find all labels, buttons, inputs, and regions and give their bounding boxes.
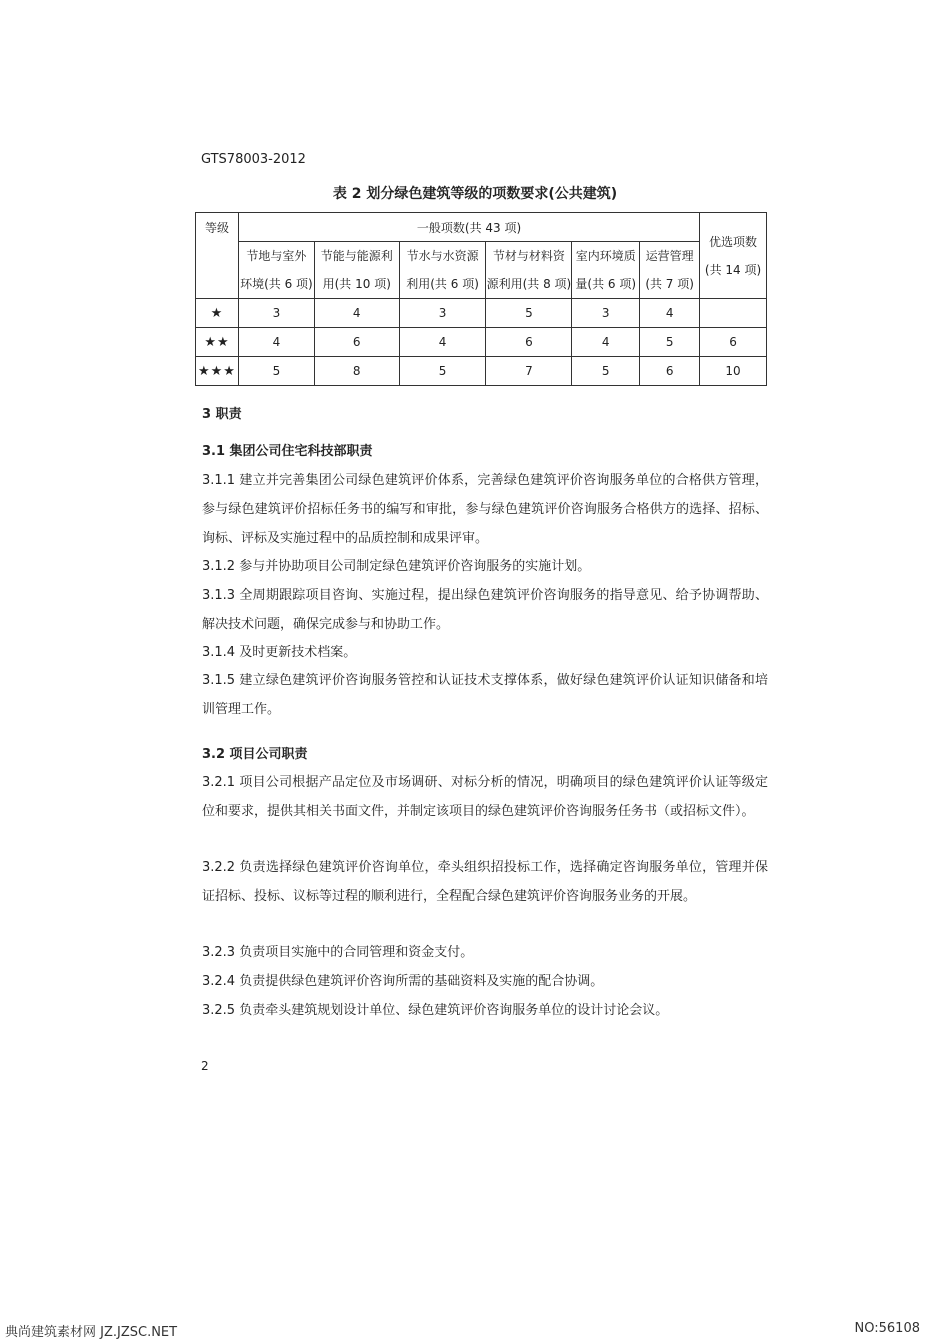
paragraph: 3.2.4 负责提供绿色建筑评价咨询所需的基础资料及实施的配合协调。 <box>202 974 604 989</box>
subheader-line1: 运营管理 <box>645 249 694 263</box>
subheader-line2: (共 7 项) <box>645 277 694 291</box>
subheader-cell <box>314 242 399 299</box>
table-row <box>196 328 767 357</box>
value-cell: 3 <box>572 299 640 328</box>
value-cell: 4 <box>399 328 486 357</box>
grade-requirements-table <box>195 212 767 386</box>
grade-cell: ★★★ <box>196 357 239 386</box>
subheader-line2: 利用(共 6 项) <box>406 277 479 291</box>
subsection-title: 3.1 集团公司住宅科技部职责 <box>202 444 373 459</box>
subheader-line2: 环境(共 6 项) <box>240 277 313 291</box>
paragraph: 3.1.5 建立绿色建筑评价咨询服务管控和认证技术支撑体系，做好绿色建筑评价认证知识储备和培训管理工作。 <box>202 673 768 717</box>
subheader-cell <box>238 242 314 299</box>
optional-cell: 10 <box>700 357 767 386</box>
doc-code: GTS78003-2012 <box>201 152 306 167</box>
optional-cell: 6 <box>700 328 767 357</box>
section-title: 3 职责 <box>202 407 242 422</box>
value-cell: 5 <box>399 357 486 386</box>
footer-watermark-site: 典尚建筑素材网 JZ.JZSC.NET <box>5 1325 178 1340</box>
paragraph: 3.2.3 负责项目实施中的合同管理和资金支付。 <box>202 945 474 960</box>
subheader-line1: 节能与能源利 <box>320 249 393 263</box>
value-cell: 5 <box>238 357 314 386</box>
subheader-line1: 节材与材料资 <box>492 249 565 263</box>
table-row <box>196 299 767 328</box>
optional-cell <box>700 299 767 328</box>
page-number: 2 <box>201 1059 209 1073</box>
paragraph: 3.2.1 项目公司根据产品定位及市场调研、对标分析的情况，明确项目的绿色建筑评价认证等级定位和要求，提供其相关书面文件，并制定该项目的绿色建筑评价咨询服务任务书（或招标文件）。 <box>202 775 768 819</box>
header-optional-line2: (共 14 项) <box>704 262 762 277</box>
value-cell: 3 <box>399 299 486 328</box>
paragraph: 3.1.1 建立并完善集团公司绿色建筑评价体系，完善绿色建筑评价咨询服务单位的合格供方管理，参与绿色建筑评价招标任务书的编写和审批，参与绿色建筑评价咨询服务合格供方的选择、招标、询标、评标及实施过程中的品质控制和成果评审。 <box>202 473 768 546</box>
paragraph: 3.1.4 及时更新技术档案。 <box>202 645 357 660</box>
subheader-line2: 源利用(共 8 项) <box>486 277 572 291</box>
subheader-line1: 室内环境质 <box>575 249 636 263</box>
header-optional-line1: 优选项数 <box>709 234 758 249</box>
value-cell: 7 <box>486 357 572 386</box>
value-cell: 5 <box>486 299 572 328</box>
value-cell: 3 <box>238 299 314 328</box>
subheader-cell <box>640 242 700 299</box>
footer-watermark-number: NO:56108 <box>854 1321 920 1336</box>
subheader-cell <box>399 242 486 299</box>
subheader-line1: 节水与水资源 <box>406 249 479 263</box>
header-optional-items <box>700 213 767 299</box>
subheader-cell <box>486 242 572 299</box>
paragraph: 3.2.5 负责牵头建筑规划设计单位、绿色建筑评价咨询服务单位的设计讨论会议。 <box>202 1003 669 1018</box>
value-cell: 4 <box>572 328 640 357</box>
table-row <box>196 357 767 386</box>
value-cell: 6 <box>640 357 700 386</box>
header-grade: 等级 <box>196 213 239 299</box>
value-cell: 4 <box>640 299 700 328</box>
paragraph: 3.1.2 参与并协助项目公司制定绿色建筑评价咨询服务的实施计划。 <box>202 559 591 574</box>
subheader-line2: 量(共 6 项) <box>575 277 637 291</box>
value-cell: 5 <box>572 357 640 386</box>
grade-cell: ★ <box>196 299 239 328</box>
value-cell: 6 <box>314 328 399 357</box>
value-cell: 4 <box>314 299 399 328</box>
value-cell: 5 <box>640 328 700 357</box>
table-title: 表 2 划分绿色建筑等级的项数要求(公共建筑) <box>332 186 618 202</box>
subsection-title: 3.2 项目公司职责 <box>202 747 308 762</box>
subheader-line1: 节地与室外 <box>246 249 307 263</box>
value-cell: 4 <box>238 328 314 357</box>
value-cell: 6 <box>486 328 572 357</box>
paragraph: 3.2.2 负责选择绿色建筑评价咨询单位，牵头组织招投标工作，选择确定咨询服务单位，管理并保证招标、投标、议标等过程的顺利进行，全程配合绿色建筑评价咨询服务业务的开展。 <box>202 860 768 904</box>
header-general-items: 一般项数(共 43 项) <box>238 213 699 242</box>
paragraph: 3.1.3 全周期跟踪项目咨询、实施过程，提出绿色建筑评价咨询服务的指导意见、给予协调帮助、解决技术问题，确保完成参与和协助工作。 <box>202 588 768 632</box>
subheader-line2: 用(共 10 项) <box>322 277 391 291</box>
grade-cell: ★★ <box>196 328 239 357</box>
value-cell: 8 <box>314 357 399 386</box>
subheader-cell <box>572 242 640 299</box>
